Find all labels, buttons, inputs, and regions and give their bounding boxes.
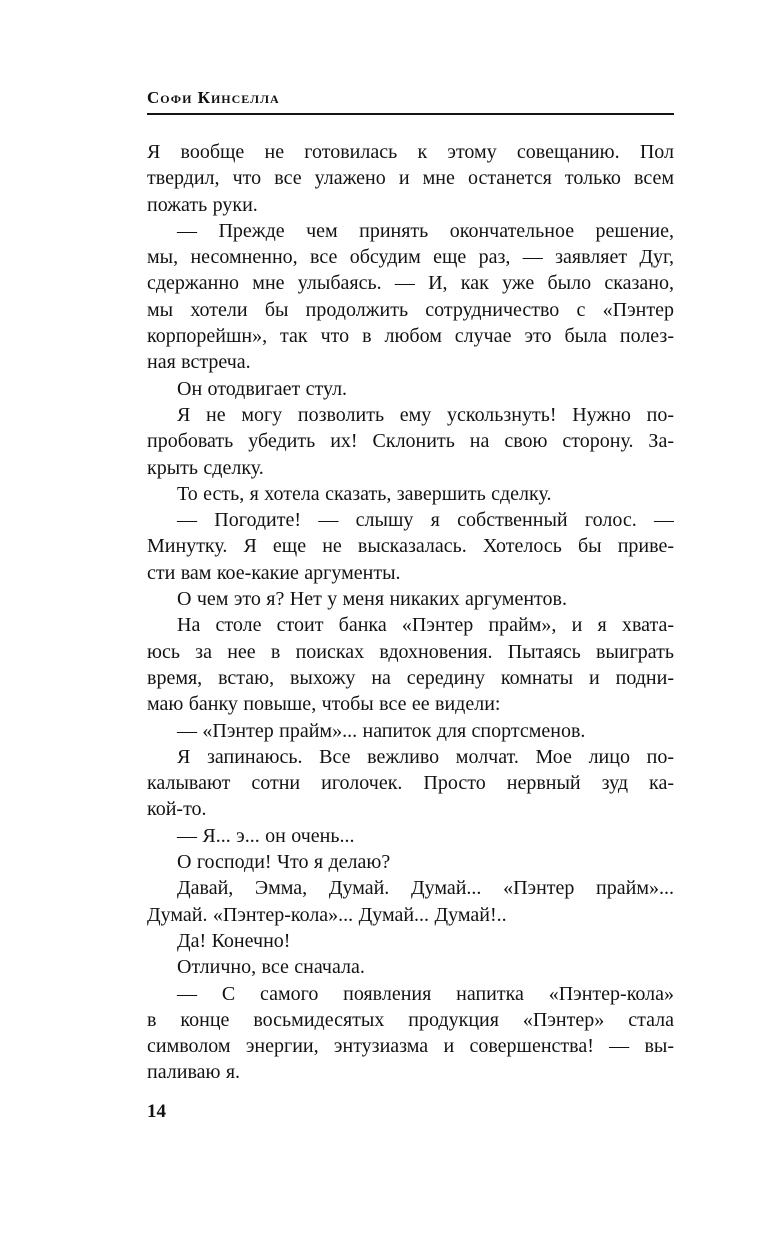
text-line: ная встреча. — [147, 351, 251, 374]
text-line: сти вам кое-какие аргументы. — [147, 561, 401, 584]
page-header — [147, 89, 674, 115]
header-rule — [147, 113, 674, 115]
text-line: — «Пэнтер прайм»... напиток для спортсменов. — [177, 719, 586, 742]
text-line: символом энергии, энтузиазма и совершенства! — вы- — [147, 1035, 674, 1058]
text-line: в конце восьмидесятых продукция «Пэнтер» стала — [147, 1008, 674, 1031]
text-line: Я вообще не готовилась к этому совещанию. Пол — [147, 141, 674, 163]
text-line: Отлично, все сначала. — [177, 956, 365, 979]
text-line: Давай, Эмма, Думай. Думай... «Пэнтер прайм»... — [177, 877, 674, 900]
text-line: время, встаю, выхожу на середину комнаты и подни- — [147, 666, 674, 689]
text-line: Да! Конечно! — [177, 929, 291, 952]
text-line: корпорейшн», так что в любом случае это была полез- — [147, 325, 674, 348]
running-head-author: Софи Кинселла — [147, 88, 280, 107]
text-line: твердил, что все улажено и мне останется только всем — [147, 167, 674, 190]
text-line: пожать руки. — [147, 193, 258, 216]
text-line: мы, несомненно, все обсудим еще раз, — заявляет Дуг, — [147, 246, 674, 269]
text-line: На столе стоит банка «Пэнтер прайм», и я хвата- — [177, 614, 674, 637]
text-line: Я запинаюсь. Все вежливо молчат. Мое лицо по- — [177, 745, 674, 768]
text-line: юсь за нее в поисках вдохновения. Пытаясь выиграть — [147, 640, 674, 663]
text-line: То есть, я хотела сказать, завершить сделку. — [177, 482, 552, 505]
text-line: маю банку повыше, чтобы все ее видели: — [147, 693, 501, 716]
text-line: крыть сделку. — [147, 456, 264, 479]
page-body — [147, 139, 674, 1086]
text-line: Он отодвигает стул. — [177, 377, 348, 400]
text-line: паливаю я. — [147, 1061, 241, 1084]
text-line: пробовать убедить их! Склонить на свою сторону. За- — [147, 430, 674, 453]
text-line: сдержанно мне улыбаясь. — И, как уже было сказано, — [147, 272, 674, 295]
text-line: кой-то. — [147, 798, 207, 821]
text-line: О господи! Что я делаю? — [177, 851, 391, 874]
text-line: — С самого появления напитка «Пэнтер-кола» — [177, 982, 674, 1005]
text-line: калывают сотни иголочек. Просто нервный зуд ка- — [147, 772, 674, 795]
text-line: Я не могу позволить ему ускользнуть! Нужно по- — [177, 403, 674, 426]
text-line: — Прежде чем принять окончательное решение, — [177, 219, 674, 242]
text-line: О чем это я? Нет у меня никаких аргументов. — [177, 588, 567, 611]
text-line: Думай. «Пэнтер-кола»... Думай... Думай!.. — [147, 903, 507, 926]
text-line: Минутку. Я еще не высказалась. Хотелось бы приве- — [147, 535, 674, 558]
page-number: 14 — [147, 1101, 166, 1122]
text-line: — Я... э... он очень... — [177, 824, 355, 847]
text-line: мы хотели бы продолжить сотрудничество с «Пэнтер — [147, 298, 674, 321]
text-line: — Погодите! — слышу я собственный голос. — — [177, 509, 674, 532]
